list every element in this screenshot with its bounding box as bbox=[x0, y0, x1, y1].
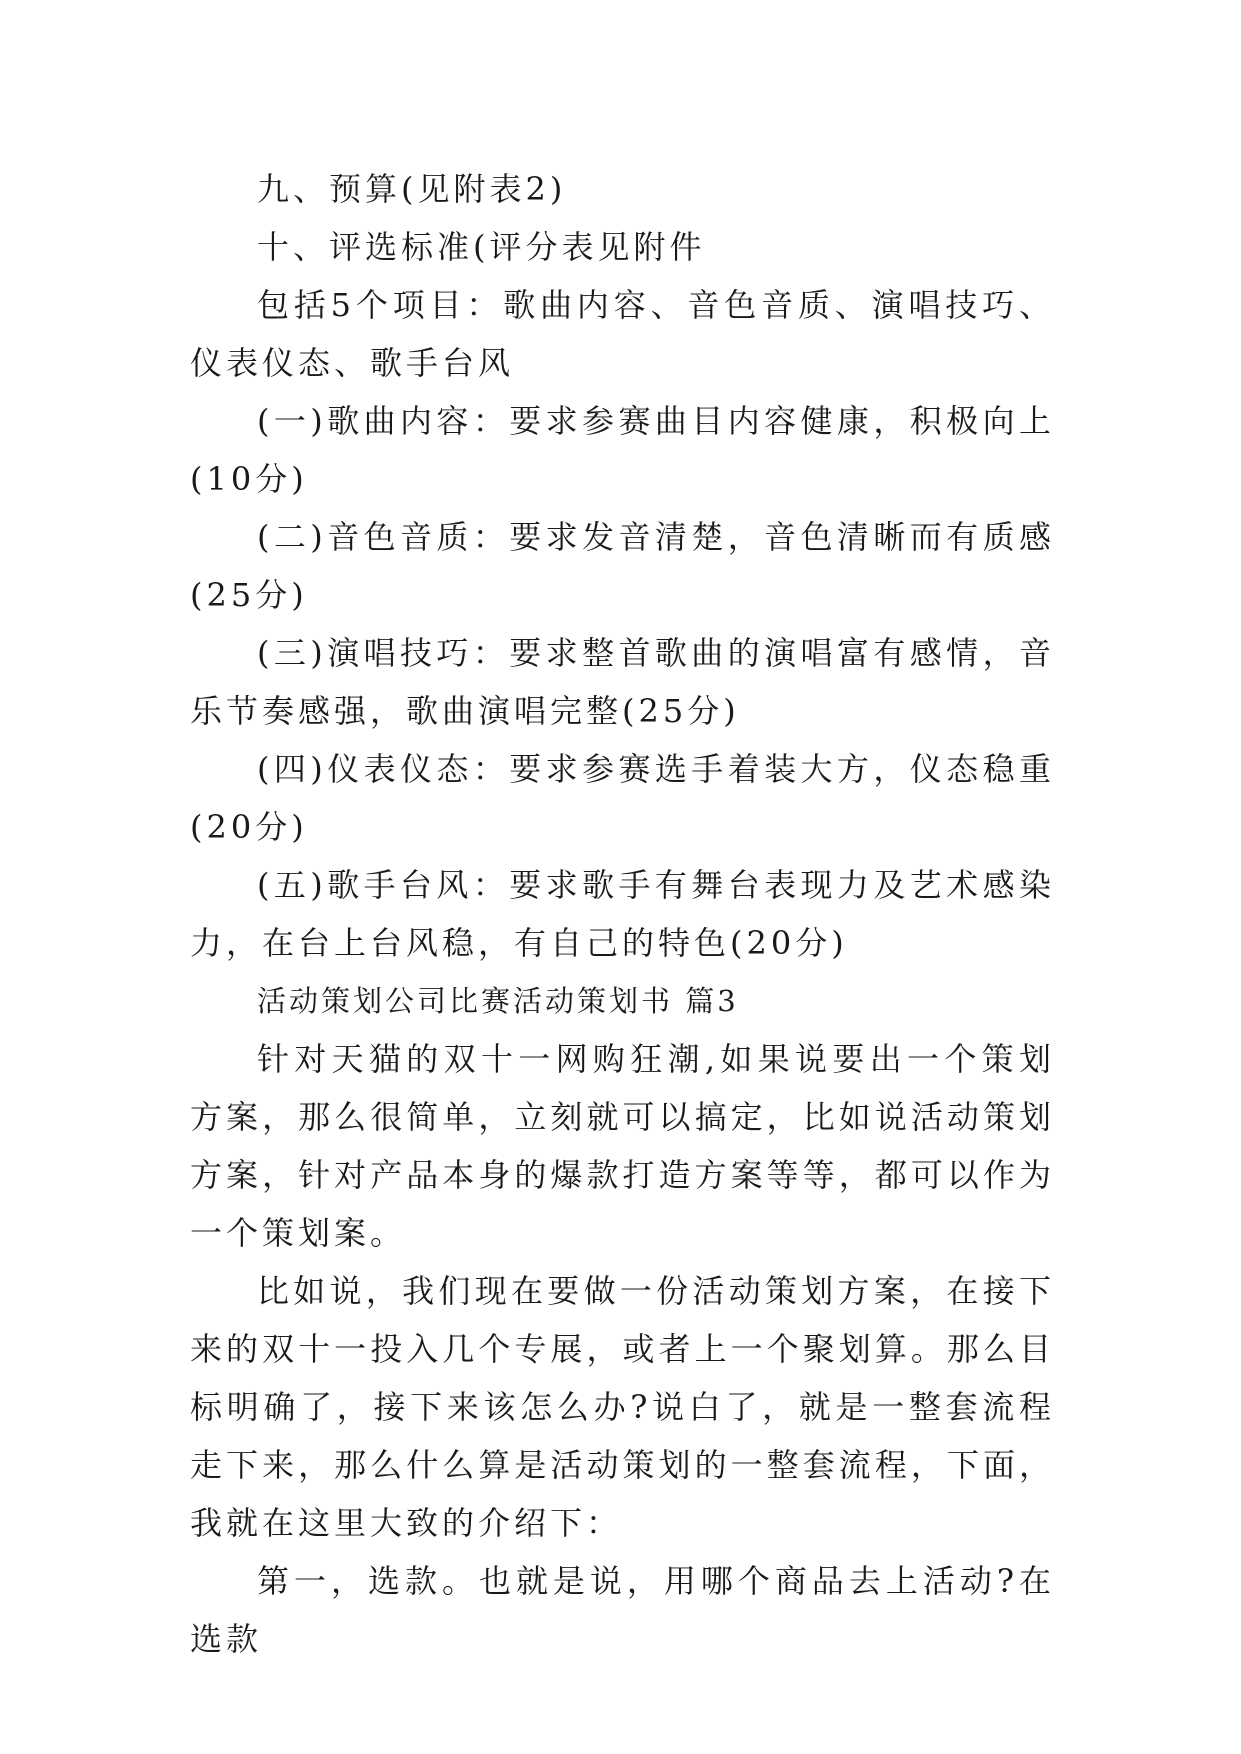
body-paragraph-1: 针对天猫的双十一网购狂潮,如果说要出一个策划方案，那么很简单，立刻就可以搞定，比如说活动策划方案，针对产品本身的爆款打造方案等等，都可以作为一个策划案。 bbox=[190, 1040, 1055, 1252]
criterion-appearance: (四)仪表仪态：要求参赛选手着装大方，仪态稳重(20分) bbox=[190, 750, 1055, 846]
criteria-summary: 包括5个项目：歌曲内容、音色音质、演唱技巧、仪表仪态、歌手台风 bbox=[190, 286, 1055, 382]
criterion-stage-presence: (五)歌手台风：要求歌手有舞台表现力及艺术感染力，在台上台风稳，有自己的特色(20分) bbox=[190, 866, 1055, 962]
criterion-singing-skill: (三)演唱技巧：要求整首歌曲的演唱富有感情，音乐节奏感强，歌曲演唱完整(25分) bbox=[190, 634, 1055, 730]
body-paragraph-2: 比如说，我们现在要做一份活动策划方案，在接下来的双十一投入几个专展，或者上一个聚划算。那么目标明确了，接下来该怎么办?说白了，就是一整套流程走下来，那么什么算是活动策划的一整套流程，下面，我就在这里大致的介绍下： bbox=[190, 1272, 1055, 1542]
criterion-song-content: (一)歌曲内容：要求参赛曲目内容健康，积极向上(10分) bbox=[190, 402, 1055, 498]
document-body bbox=[190, 160, 1055, 1668]
criterion-voice-quality: (二)音色音质：要求发音清楚，音色清晰而有质感(25分) bbox=[190, 518, 1055, 614]
body-paragraph-3: 第一，选款。也就是说，用哪个商品去上活动?在选款 bbox=[190, 1562, 1055, 1658]
section-ten-criteria: 十、评选标准(评分表见附件 bbox=[257, 228, 706, 266]
article-heading: 活动策划公司比赛活动策划书 篇3 bbox=[257, 984, 739, 1018]
section-nine-budget: 九、预算(见附表2) bbox=[257, 170, 567, 208]
